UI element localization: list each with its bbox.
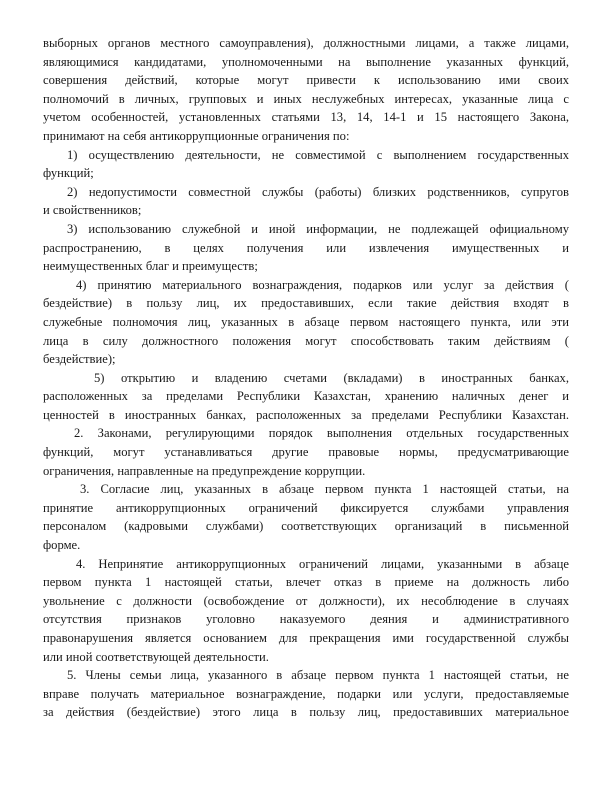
text-line: 5. Члены семьи лица, указанного в абзаце первом пункта 1 настоящей статьи, не	[67, 668, 569, 683]
text-line: являющимися кандидатами, уполномоченными на выполнение указанных функций,	[43, 54, 569, 69]
text-line: 1) осуществлению деятельности, не совместимой с выполнением государственных	[67, 147, 569, 162]
text-line: учетом особенностей, установленных статьями 13, 14, 14-1 и 15 настоящего Закона,	[43, 110, 569, 125]
text-line: 2. Законами, регулирующими порядок выполнения отдельных государственных	[74, 426, 569, 441]
text-line: увольнение с должности (освобождение от должности), их несоблюдение в случаях	[43, 593, 569, 608]
text-line: совершения действий, которые могут привести к использованию ими своих	[43, 73, 569, 88]
text-line: 2) недопустимости совместной службы (работы) близких родственников, супругов	[67, 184, 569, 199]
text-line: функций, могут устанавливаться другие правовые нормы, предусматривающие	[43, 445, 569, 460]
text-line: распространению, в целях получения или извлечения имущественных и	[43, 240, 569, 255]
text-line: отсутствия признаков уголовно наказуемого деяния и административного	[43, 612, 569, 627]
document-page	[43, 34, 569, 722]
text-line: принятие антикоррупционных ограничений фиксируется службами управления	[43, 500, 569, 515]
text-line: персоналом (кадровыми службами) соответствующих организаций в письменной	[43, 519, 569, 534]
text-line: 4) принятию материального вознаграждения, подарков или услуг за действия (	[76, 277, 569, 292]
text-line: за действия (бездействие) этого лица в пользу лиц, предоставивших материальное	[43, 705, 569, 720]
text-line: первом пункта 1 настоящей статьи, влечет отказ в приеме на должность либо	[43, 575, 569, 590]
text-line: принимают на себя антикоррупционные ограничения по:	[43, 128, 350, 143]
text-line: правонарушения является основанием для прекращения ими государственной службы	[43, 631, 569, 645]
text-line: бездействие);	[43, 352, 116, 367]
text-line: служебные полномочия лиц, указанных в абзаце первом настоящего пункта, или эти	[43, 314, 569, 329]
text-line: ценностей в иностранных банках, расположенных за пределами Республики Казахстан.	[43, 407, 569, 422]
text-line: форме.	[43, 538, 81, 553]
text-line: лица в силу должностного положения могут способствовать таким действиям (	[43, 333, 569, 348]
text-line: 3) использованию служебной и иной информации, не подлежащей официальному	[67, 221, 569, 236]
text-line: бездействие) в пользу лиц, их предоставивших, если такие действия входят в	[43, 296, 569, 311]
text-line: 4. Непринятие антикоррупционных ограничений лицами, указанными в абзаце	[76, 556, 569, 571]
text-line: и свойственников;	[43, 203, 142, 218]
text-line: или иной соответствующей деятельности.	[43, 649, 269, 664]
text-line: расположенных за пределами Республики Казахстан, хранению наличных денег и	[43, 389, 569, 404]
text-line: 3. Согласие лиц, указанных в абзаце первом пункта 1 настоящей статьи, на	[80, 482, 569, 497]
text-line: 5) открытию и владению счетами (вкладами) в иностранных банках,	[94, 370, 569, 385]
text-line: выборных органов местного самоуправления), должностными лицами, а также лицами,	[43, 36, 569, 50]
text-line: неимущественных благ и преимуществ;	[43, 259, 258, 274]
text-line: функций;	[43, 166, 94, 181]
text-line: ограничения, направленные на предупреждение коррупции.	[43, 463, 366, 478]
text-line: полномочий в личных, групповых и иных неслужебных интересах, указанные лица с	[43, 91, 569, 106]
text-line: вправе получать материальное вознаграждение, подарки или услуги, предоставляемые	[43, 686, 569, 701]
